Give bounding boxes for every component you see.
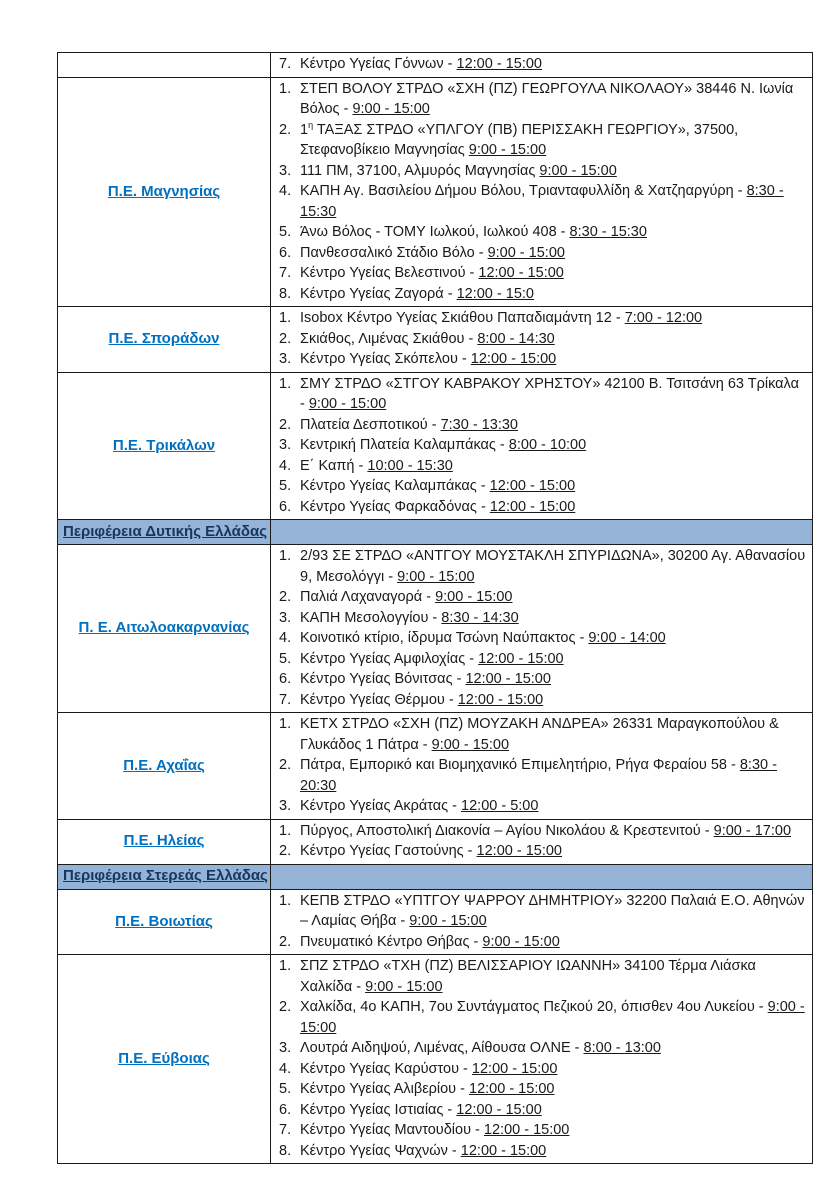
region-link[interactable]: Π.Ε. Ηλείας bbox=[123, 832, 205, 850]
item-text-ordinal-suffix: η bbox=[308, 119, 314, 130]
item-location-text: Χαλκίδα, 4ο ΚΑΠΗ, 7ου Συντάγματος Πεζικού 20, όπισθεν 4ου Λυκείου - bbox=[300, 999, 768, 1015]
item-location-text: Πνευματικό Κέντρο Θήβας - bbox=[300, 933, 483, 950]
locations-list-cell bbox=[271, 545, 813, 713]
item-hours: 12:00 - 15:00 bbox=[476, 843, 562, 859]
item-number: 1. bbox=[279, 80, 292, 97]
region-cell bbox=[58, 77, 271, 307]
regions-table-body bbox=[58, 53, 813, 1164]
item-location-text: Isobox Κέντρο Υγείας Σκιάθου Παπαδιαμάντη 12 - bbox=[300, 310, 625, 326]
location-item bbox=[275, 497, 806, 518]
region-group-header-cell bbox=[58, 520, 271, 545]
item-hours: 8:00 - 10:00 bbox=[508, 437, 587, 453]
item-text bbox=[300, 349, 806, 370]
location-item bbox=[275, 415, 806, 436]
location-item bbox=[275, 932, 806, 953]
locations-list-cell bbox=[271, 53, 813, 78]
location-item bbox=[275, 1100, 806, 1121]
item-text bbox=[300, 222, 806, 243]
item-hours: 9:00 - 15:00 bbox=[352, 101, 430, 117]
region-cell bbox=[58, 713, 271, 820]
location-item bbox=[275, 669, 806, 690]
item-number: 3. bbox=[279, 1040, 292, 1056]
item-text bbox=[300, 329, 806, 350]
item-location-text: Κέντρο Υγείας Ακράτας - bbox=[300, 798, 462, 814]
item-number: 1. bbox=[279, 548, 292, 564]
item-number: 7. bbox=[279, 691, 292, 708]
item-number: 1. bbox=[279, 310, 292, 326]
location-item bbox=[275, 956, 806, 997]
location-item bbox=[275, 161, 806, 182]
item-hours: 9:00 - 14:00 bbox=[588, 630, 666, 646]
item-text bbox=[300, 374, 806, 415]
item-hours: 12:00 - 15:00 bbox=[489, 498, 576, 515]
location-item bbox=[275, 476, 806, 497]
location-item bbox=[275, 821, 806, 842]
location-item bbox=[275, 374, 806, 415]
item-text bbox=[300, 755, 806, 796]
item-hours: 12:00 - 15:00 bbox=[478, 265, 564, 281]
locations-list-cell bbox=[271, 77, 813, 307]
item-text bbox=[300, 932, 806, 953]
item-text bbox=[300, 161, 806, 182]
item-location-text: Πλατεία Δεσποτικού - bbox=[300, 416, 441, 433]
location-item bbox=[275, 587, 806, 608]
item-location-text: ΚΑΠΗ Αγ. Βασιλείου Δήμου Βόλου, Τριανταφυλλίδη & Χατζηαργύρη - bbox=[300, 183, 747, 199]
region-row bbox=[58, 53, 813, 78]
item-hours: 12:00 - 15:00 bbox=[456, 56, 542, 72]
region-link[interactable]: Π.Ε. Εύβοιας bbox=[118, 1049, 210, 1067]
region-link[interactable]: Π.Ε. Αχαΐας bbox=[123, 756, 205, 774]
item-number: 1. bbox=[279, 892, 292, 909]
item-hours: 9:00 - 17:00 bbox=[713, 822, 792, 839]
item-number: 4. bbox=[279, 630, 292, 646]
region-row bbox=[58, 77, 813, 307]
item-text-ordinal-base: 1 bbox=[300, 121, 309, 138]
region-row bbox=[58, 307, 813, 373]
region-row bbox=[58, 545, 813, 713]
item-number: 3. bbox=[279, 437, 292, 453]
item-text bbox=[300, 181, 806, 222]
location-item bbox=[275, 628, 806, 649]
item-number: 2. bbox=[279, 757, 292, 773]
vaccination-locations-table bbox=[57, 52, 813, 1164]
location-item bbox=[275, 120, 806, 161]
location-item bbox=[275, 1079, 806, 1100]
item-text bbox=[300, 587, 806, 608]
item-location-text: Κέντρο Υγείας Αλιβερίου - bbox=[300, 1081, 470, 1097]
item-hours: 7:00 - 12:00 bbox=[624, 310, 703, 326]
item-hours: 12:00 - 15:00 bbox=[478, 650, 564, 667]
item-number: 2. bbox=[279, 843, 292, 859]
item-text bbox=[300, 120, 806, 161]
item-text bbox=[300, 956, 806, 997]
item-text bbox=[300, 1141, 806, 1162]
item-location-text: Κέντρο Υγείας Φαρκαδόνας - bbox=[300, 498, 490, 515]
item-text bbox=[300, 284, 806, 305]
item-location-text: Λουτρά Αιδηψού, Λιμένας, Αίθουσα ΟΛΝΕ - bbox=[300, 1040, 584, 1056]
item-number: 3. bbox=[279, 798, 292, 814]
location-item bbox=[275, 1038, 806, 1059]
item-location-text: Πάτρα, Εμπορικό και Βιομηχανικό Επιμελητήριο, Ρήγα Φεραίου 58 - bbox=[300, 757, 740, 773]
item-number: 7. bbox=[279, 1122, 292, 1138]
item-text bbox=[300, 415, 806, 436]
item-text bbox=[300, 628, 806, 649]
item-number: 4. bbox=[279, 183, 292, 199]
location-item bbox=[275, 222, 806, 243]
item-number: 4. bbox=[279, 457, 292, 474]
item-location-text: Κέντρο Υγείας Θέρμου - bbox=[300, 691, 458, 708]
item-text bbox=[300, 435, 806, 456]
location-item bbox=[275, 284, 806, 305]
item-location-text: Κέντρο Υγείας Ιστιαίας - bbox=[300, 1101, 457, 1118]
item-hours: 9:00 - 15:00 bbox=[435, 589, 513, 605]
item-text bbox=[300, 546, 806, 587]
item-location-text: Κέντρο Υγείας Μαντουδίου - bbox=[300, 1122, 484, 1138]
item-number: 3. bbox=[279, 351, 292, 367]
item-hours: 9:00 - 15:00 bbox=[487, 244, 565, 261]
item-number: 5. bbox=[279, 224, 292, 240]
region-cell bbox=[58, 955, 271, 1164]
item-hours: 7:30 - 13:30 bbox=[440, 416, 518, 433]
item-number: 7. bbox=[279, 265, 292, 281]
item-hours: 9:00 - 15:00 bbox=[468, 142, 547, 158]
item-location-text: ΣΜΥ ΣΤΡΔΟ «ΣΤΓΟΥ ΚΑΒΡΑΚΟΥ ΧΡΗΣΤΟΥ» 42100 Β. Τσιτσάνη 63 Τρίκαλα - bbox=[300, 375, 799, 412]
location-item bbox=[275, 54, 806, 75]
item-hours: 10:00 - 15:30 bbox=[367, 457, 453, 474]
location-item bbox=[275, 1059, 806, 1080]
item-number: 3. bbox=[279, 162, 292, 179]
region-cell bbox=[58, 819, 271, 864]
item-number: 2. bbox=[279, 589, 292, 605]
item-text bbox=[300, 476, 806, 497]
item-text bbox=[300, 308, 806, 329]
region-row bbox=[58, 955, 813, 1164]
item-number: 5. bbox=[279, 1081, 292, 1097]
item-hours: 12:00 - 15:00 bbox=[483, 1122, 570, 1138]
item-hours: 12:00 - 15:00 bbox=[489, 478, 576, 494]
item-number: 4. bbox=[279, 1060, 292, 1077]
item-hours: 8:30 - 15:30 bbox=[300, 183, 784, 220]
item-hours: 12:00 - 15:00 bbox=[457, 691, 544, 708]
region-group-header-row bbox=[58, 520, 813, 545]
location-item bbox=[275, 997, 806, 1038]
locations-list-cell bbox=[271, 889, 813, 955]
item-number: 3. bbox=[279, 609, 292, 626]
location-item bbox=[275, 349, 806, 370]
item-text bbox=[300, 669, 806, 690]
item-hours: 9:00 - 15:00 bbox=[482, 933, 560, 950]
location-item bbox=[275, 329, 806, 350]
region-cell bbox=[58, 53, 271, 78]
region-cell bbox=[58, 545, 271, 713]
item-location-text: Κέντρο Υγείας Ζαγορά - bbox=[300, 285, 457, 302]
item-text bbox=[300, 263, 806, 284]
location-item bbox=[275, 263, 806, 284]
location-item bbox=[275, 649, 806, 670]
item-text bbox=[300, 497, 806, 518]
item-hours: 9:00 - 15:00 bbox=[300, 999, 805, 1036]
region-row bbox=[58, 372, 813, 520]
region-link[interactable]: Π. Ε. Αιτωλοακαρνανίας bbox=[78, 619, 250, 637]
item-text bbox=[300, 456, 806, 477]
item-location-text: Ε΄ Καπή - bbox=[300, 457, 368, 474]
item-location-text: Άνω Βόλος - ΤΟΜΥ Ιωλκού, Ιωλκού 408 - bbox=[300, 224, 570, 240]
item-hours: 9:00 - 15:00 bbox=[365, 978, 443, 995]
item-location-text: 111 ΠΜ, 37100, Αλμυρός Μαγνησίας bbox=[300, 162, 540, 179]
region-group-header-row bbox=[58, 864, 813, 889]
item-number: 7. bbox=[279, 56, 292, 72]
item-location-text: ΚΕΤΧ ΣΤΡΔΟ «ΣΧΗ (ΠΖ) ΜΟΥΖΑΚΗ ΑΝΔΡΕΑ» 26331 Μαραγκοπούλου & Γλυκάδος 1 Πάτρα - bbox=[300, 716, 779, 753]
location-item bbox=[275, 79, 806, 120]
item-hours: 9:00 - 15:00 bbox=[409, 913, 487, 929]
item-hours: 12:00 - 15:00 bbox=[469, 1081, 555, 1097]
item-text bbox=[300, 997, 806, 1038]
item-location-text: ΚΑΠΗ Μεσολογγίου - bbox=[300, 609, 442, 626]
item-location-text: Κέντρο Υγείας Ψαχνών - bbox=[300, 1142, 461, 1159]
item-text bbox=[300, 841, 806, 862]
location-item bbox=[275, 456, 806, 477]
item-text bbox=[300, 54, 806, 75]
locations-list-cell bbox=[271, 819, 813, 864]
item-location-text: Κέντρο Υγείας Σκόπελου - bbox=[300, 351, 471, 367]
item-number: 6. bbox=[279, 244, 292, 261]
item-location-text: ΣΠΖ ΣΤΡΔΟ «ΤΧΗ (ΠΖ) ΒΕΛΙΣΣΑΡΙΟΥ ΙΩΑΝΝΗ» 34100 Τέρμα Λιάσκα Χαλκίδα - bbox=[300, 958, 756, 995]
item-location-text: Κέντρο Υγείας Γαστούνης - bbox=[300, 843, 477, 859]
item-hours: 9:00 - 15:00 bbox=[397, 568, 475, 585]
item-location-text: Κέντρο Υγείας Βόνιτσας - bbox=[300, 671, 466, 687]
item-number: 2. bbox=[279, 933, 292, 950]
item-text bbox=[300, 1059, 806, 1080]
region-row bbox=[58, 713, 813, 820]
item-number: 2. bbox=[279, 999, 292, 1015]
item-text bbox=[300, 1120, 806, 1141]
region-link[interactable]: Π.Ε. Τρικάλων bbox=[112, 436, 216, 454]
region-group-header-cell bbox=[58, 864, 271, 889]
location-item bbox=[275, 714, 806, 755]
item-number: 6. bbox=[279, 498, 292, 515]
locations-list-cell bbox=[271, 372, 813, 520]
location-item bbox=[275, 546, 806, 587]
item-location-text: Κέντρο Υγείας Βελεστινού - bbox=[300, 265, 479, 281]
item-location-text: Κέντρο Υγείας Γόννων - bbox=[300, 56, 457, 72]
item-number: 1. bbox=[279, 958, 292, 974]
item-location-text: ΚΕΠΒ ΣΤΡΔΟ «ΥΠΤΓΟΥ ΨΑΡΡΟΥ ΔΗΜΗΤΡΙΟΥ» 32200 Παλαιά Ε.Ο. Αθηνών – Λαμίας Θήβα - bbox=[300, 892, 805, 929]
item-number: 2. bbox=[279, 416, 292, 433]
item-hours: 8:00 - 14:30 bbox=[477, 330, 555, 347]
item-text bbox=[300, 821, 806, 842]
location-item bbox=[275, 755, 806, 796]
item-number: 1. bbox=[279, 822, 292, 839]
item-text bbox=[300, 243, 806, 264]
item-hours: 8:30 - 14:30 bbox=[441, 609, 519, 626]
region-row bbox=[58, 889, 813, 955]
item-location-text: Σκιάθος, Λιμένας Σκιάθου - bbox=[300, 330, 478, 347]
item-location-text: Κέντρο Υγείας Αμφιλοχίας - bbox=[300, 650, 479, 667]
item-number: 8. bbox=[279, 1142, 292, 1159]
item-hours: 12:00 - 15:0 bbox=[456, 285, 534, 302]
item-number: 8. bbox=[279, 285, 292, 302]
item-text bbox=[300, 1038, 806, 1059]
item-text bbox=[300, 608, 806, 629]
item-number: 2. bbox=[279, 121, 292, 138]
locations-list-cell bbox=[271, 307, 813, 373]
region-group-title[interactable]: Περιφέρεια Στερεάς Ελλάδας bbox=[63, 867, 268, 885]
item-text bbox=[300, 1079, 806, 1100]
item-hours: 12:00 - 15:00 bbox=[465, 671, 551, 687]
region-cell bbox=[58, 307, 271, 373]
location-item bbox=[275, 308, 806, 329]
item-location-text: Κέντρο Υγείας Καλαμπάκας - bbox=[300, 478, 490, 494]
item-location-text: Κέντρο Υγείας Καρύστου - bbox=[300, 1060, 472, 1077]
item-location-text: 2/93 ΣΕ ΣΤΡΔΟ «ΑΝΤΓΟΥ ΜΟΥΣΤΑΚΛΗ ΣΠΥΡΙΔΩΝΑ», 30200 Αγ. Αθανασίου 9, Μεσολόγγι - bbox=[300, 548, 806, 585]
item-hours: 8:00 - 13:00 bbox=[583, 1040, 661, 1056]
region-link[interactable]: Π.Ε. Βοιωτίας bbox=[115, 912, 213, 930]
item-location-text: Πανθεσσαλικό Στάδιο Βόλο - bbox=[300, 244, 488, 261]
item-hours: 12:00 - 15:00 bbox=[471, 1060, 558, 1077]
item-number: 2. bbox=[279, 330, 292, 347]
item-number: 6. bbox=[279, 1101, 292, 1118]
region-group-title[interactable]: Περιφέρεια Δυτικής Ελλάδας bbox=[63, 522, 268, 540]
region-cell bbox=[58, 372, 271, 520]
item-text bbox=[300, 796, 806, 817]
location-item bbox=[275, 435, 806, 456]
location-item bbox=[275, 1120, 806, 1141]
region-link[interactable]: Π.Ε. Σποράδων bbox=[108, 330, 220, 347]
item-location-text: Παλιά Λαχαναγορά - bbox=[300, 589, 436, 605]
item-location-text: Κεντρική Πλατεία Καλαμπάκας - bbox=[300, 437, 509, 453]
item-number: 5. bbox=[279, 650, 292, 667]
region-row bbox=[58, 819, 813, 864]
item-hours: 12:00 - 15:00 bbox=[470, 351, 557, 367]
region-group-header-spacer-cell bbox=[271, 520, 813, 545]
locations-list-cell bbox=[271, 713, 813, 820]
locations-list-cell bbox=[271, 955, 813, 1164]
item-number: 6. bbox=[279, 671, 292, 687]
item-hours: 9:00 - 15:00 bbox=[539, 162, 617, 179]
item-hours: 9:00 - 15:00 bbox=[431, 736, 510, 753]
item-text bbox=[300, 79, 806, 120]
item-hours: 8:30 - 15:30 bbox=[569, 224, 647, 240]
item-text bbox=[300, 1100, 806, 1121]
item-number: 5. bbox=[279, 478, 292, 494]
item-location-text: ΣΤΕΠ ΒΟΛΟΥ ΣΤΡΔΟ «ΣΧΗ (ΠΖ) ΓΕΩΡΓΟΥΛΑ ΝΙΚΟΛΑΟΥ» 38446 Ν. Ιωνία Βόλος - bbox=[300, 80, 794, 117]
item-hours: 9:00 - 15:00 bbox=[308, 396, 387, 412]
region-link[interactable]: Π.Ε. Μαγνησίας bbox=[107, 182, 221, 200]
location-item bbox=[275, 690, 806, 711]
item-location-text: Πύργος, Αποστολική Διακονία – Αγίου Νικολάου & Κρεστενιτού - bbox=[300, 822, 714, 839]
item-location-text: ΤΑΞΑΣ ΣΤΡΔΟ «ΥΠΛΓΟΥ (ΠΒ) ΠΕΡΙΣΣΑΚΗ ΓΕΩΡΓΙΟΥ», 37500, Στεφανοβίκειο Μαγνησίας bbox=[300, 121, 739, 158]
location-item bbox=[275, 608, 806, 629]
item-text bbox=[300, 649, 806, 670]
item-hours: 12:00 - 15:00 bbox=[460, 1142, 547, 1159]
location-item bbox=[275, 243, 806, 264]
item-hours: 8:30 - 20:30 bbox=[300, 757, 777, 794]
item-number: 1. bbox=[279, 716, 292, 732]
region-group-header-spacer-cell bbox=[271, 864, 813, 889]
location-item bbox=[275, 1141, 806, 1162]
item-text bbox=[300, 690, 806, 711]
item-hours: 12:00 - 15:00 bbox=[456, 1101, 542, 1118]
item-text bbox=[300, 891, 806, 932]
region-cell bbox=[58, 889, 271, 955]
item-location-text: Κοινοτικό κτίριο, ίδρυμα Τσώνη Ναύπακτος - bbox=[300, 630, 589, 646]
location-item bbox=[275, 891, 806, 932]
location-item bbox=[275, 181, 806, 222]
item-number: 1. bbox=[279, 375, 292, 392]
location-item bbox=[275, 841, 806, 862]
item-text bbox=[300, 714, 806, 755]
item-hours: 12:00 - 5:00 bbox=[461, 798, 539, 814]
location-item bbox=[275, 796, 806, 817]
